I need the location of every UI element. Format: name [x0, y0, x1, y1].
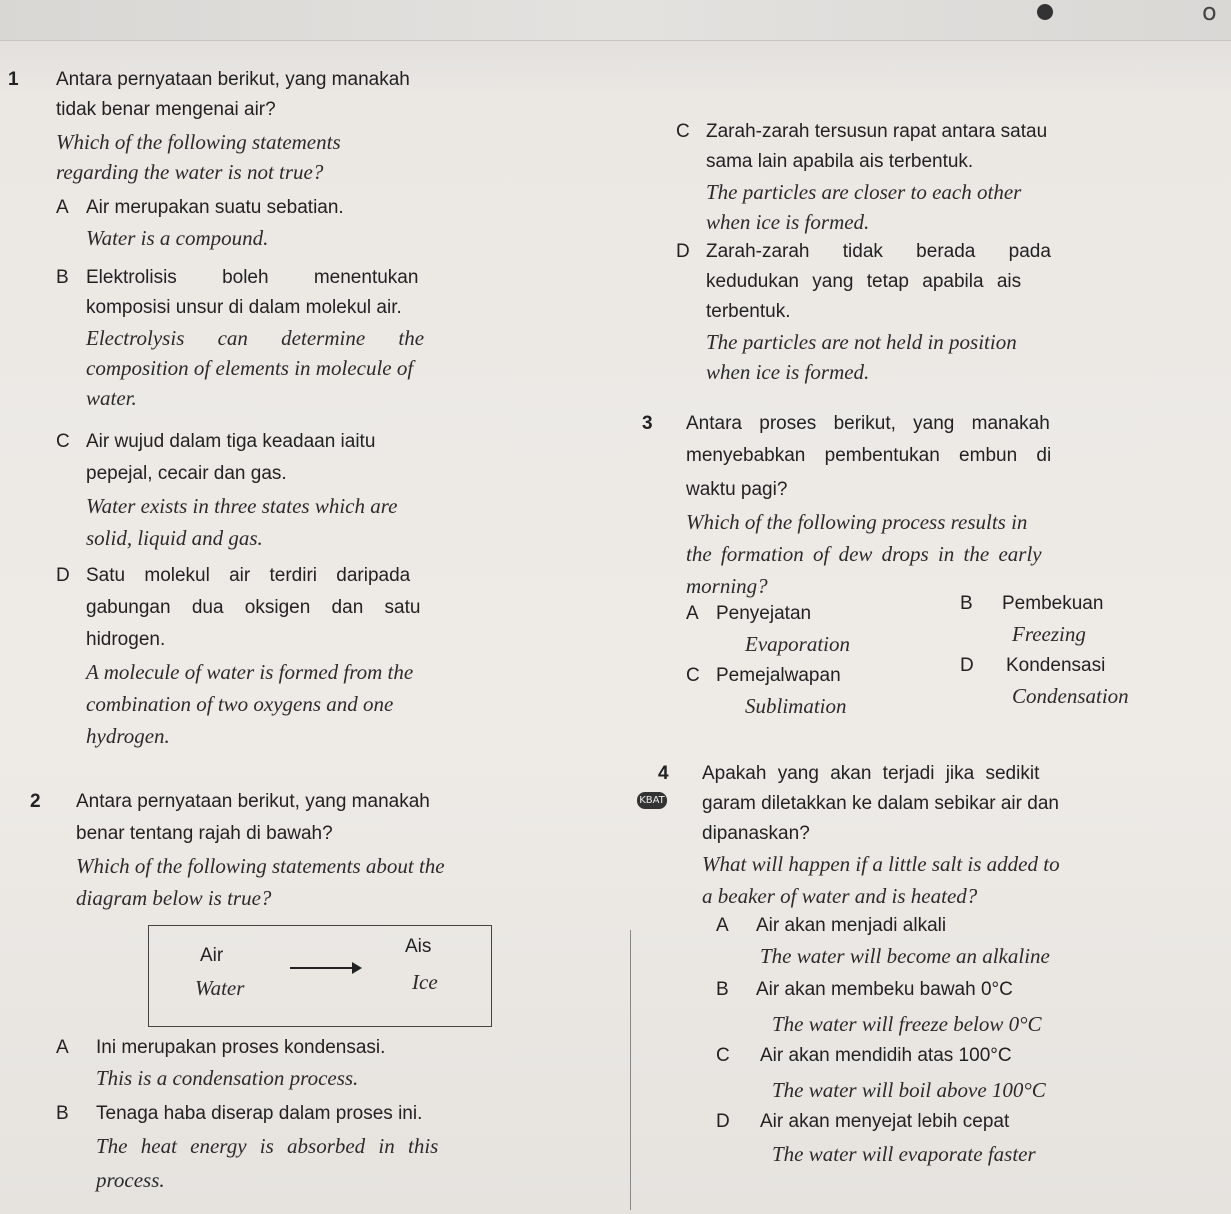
- q4-option-b-ms: Air akan membeku bawah 0°C: [756, 979, 1013, 1000]
- q4-stem-en: a beaker of water and is heated?: [702, 884, 978, 908]
- q1-option-c-ms: pepejal, cecair dan gas.: [86, 463, 287, 484]
- q1-option-d-en: hydrogen.: [86, 724, 170, 748]
- q1-option-c-en: Water exists in three states which are: [86, 494, 398, 518]
- q1-option-d-ms: Satu molekul air terdiri daripada: [86, 565, 411, 586]
- q3-stem-en: Which of the following process results in: [686, 510, 1028, 534]
- q1-option-c-letter: C: [56, 431, 70, 452]
- q3-stem-ms: waktu pagi?: [686, 479, 788, 500]
- q1-option-a-ms: Air merupakan suatu sebatian.: [86, 197, 344, 218]
- q4-option-c-en: The water will boil above 100°C: [772, 1078, 1046, 1102]
- q3-option-b-letter: B: [960, 593, 973, 614]
- q1-option-c-letter-right: C: [676, 121, 690, 142]
- q4-option-a-ms: Air akan menjadi alkali: [756, 915, 947, 936]
- q3-option-d-en: Condensation: [1012, 684, 1129, 708]
- q2-option-b-letter: B: [56, 1103, 69, 1124]
- q1-option-d-ms: gabungan dua oksigen dan satu: [86, 597, 421, 618]
- q3-option-a-en: Evaporation: [745, 632, 850, 656]
- q2-option-a-ms: Ini merupakan proses kondensasi.: [96, 1037, 386, 1058]
- q1-option-d-ms: hidrogen.: [86, 629, 166, 650]
- q2-option-a-en: This is a condensation process.: [96, 1066, 359, 1090]
- q1-option-d-letter-right: D: [676, 241, 690, 262]
- q1-option-d-letter: D: [56, 565, 70, 586]
- q2-stem-ms: benar tentang rajah di bawah?: [76, 823, 333, 844]
- q1-option-b-ms: komposisi unsur di dalam molekul air.: [86, 297, 402, 318]
- q4-stem-ms: Apakah yang akan terjadi jika sedikit: [702, 763, 1040, 784]
- corner-mark: o: [1202, 0, 1217, 26]
- q2-option-b-ms: Tenaga haba diserap dalam proses ini.: [96, 1103, 423, 1124]
- q4-option-a-letter: A: [716, 915, 729, 936]
- diagram-arrow-icon: [290, 967, 360, 969]
- q2-stem-en: Which of the following statements about the: [76, 854, 445, 878]
- q1-stem-en: regarding the water is not true?: [56, 160, 324, 184]
- q1-option-c-ms-right: sama lain apabila ais terbentuk.: [706, 151, 974, 172]
- q3-stem-ms: menyebabkan pembentukan embun di: [686, 445, 1052, 466]
- q1-stem-ms: Antara pernyataan berikut, yang manakah: [56, 69, 410, 90]
- q1-option-d-en: combination of two oxygens and one: [86, 692, 394, 716]
- q3-option-a-ms: Penyejatan: [716, 603, 812, 624]
- q3-stem-ms: Antara proses berikut, yang manakah: [686, 413, 1050, 434]
- q4-option-d-letter: D: [716, 1111, 730, 1132]
- q2-stem-ms: Antara pernyataan berikut, yang manakah: [76, 791, 430, 812]
- punch-hole-mark: [1037, 4, 1053, 20]
- q3-option-c-letter: C: [686, 665, 700, 686]
- q4-stem-ms: dipanaskan?: [702, 823, 810, 844]
- q4-option-d-ms: Air akan menyejat lebih cepat: [760, 1111, 1010, 1132]
- q2-option-a-letter: A: [56, 1037, 69, 1058]
- q3-number: 3: [642, 413, 653, 434]
- q1-option-b-en: water.: [86, 386, 137, 410]
- q4-option-b-letter: B: [716, 979, 729, 1000]
- kbat-badge: KBAT: [637, 792, 667, 809]
- q4-option-b-en: The water will freeze below 0°C: [772, 1012, 1042, 1036]
- q1-option-b-en: Electrolysis can determine the: [86, 326, 425, 350]
- q1-option-d-en-right: when ice is formed.: [706, 360, 870, 384]
- q2-option-b-en: The heat energy is absorbed in this: [96, 1134, 439, 1158]
- q1-stem-en: Which of the following statements: [56, 130, 341, 154]
- q1-option-c-en-right: when ice is formed.: [706, 210, 870, 234]
- column-divider: [630, 930, 631, 1210]
- q1-option-d-en: A molecule of water is formed from the: [86, 660, 414, 684]
- q3-stem-en: morning?: [686, 574, 768, 598]
- q1-option-b-ms: Elektrolisis boleh menentukan: [86, 267, 419, 288]
- diagram-label-ais: Ais: [405, 936, 432, 957]
- q4-stem-ms: garam diletakkan ke dalam sebikar air dan: [702, 793, 1059, 814]
- q3-option-a-letter: A: [686, 603, 699, 624]
- q2-number: 2: [30, 791, 41, 812]
- q1-option-c-ms-right: Zarah-zarah tersusun rapat antara satau: [706, 121, 1048, 142]
- q1-option-d-en-right: The particles are not held in position: [706, 330, 1017, 354]
- diagram-label-water: Water: [195, 976, 245, 1000]
- q1-option-b-en: composition of elements in molecule of: [86, 356, 414, 380]
- q2-stem-en: diagram below is true?: [76, 886, 272, 910]
- q1-option-d-ms-right: kedudukan yang tetap apabila ais: [706, 271, 1022, 292]
- q1-option-a-letter: A: [56, 197, 69, 218]
- q1-option-a-en: Water is a compound.: [86, 226, 269, 250]
- q1-option-c-ms: Air wujud dalam tiga keadaan iaitu: [86, 431, 376, 452]
- q4-option-a-en: The water will become an alkaline: [760, 944, 1050, 968]
- q3-option-c-en: Sublimation: [745, 694, 847, 718]
- q3-option-c-ms: Pemejalwapan: [716, 665, 841, 686]
- q1-option-b-letter: B: [56, 267, 69, 288]
- q1-option-c-en-right: The particles are closer to each other: [706, 180, 1022, 204]
- q3-option-b-en: Freezing: [1012, 622, 1086, 646]
- q1-option-c-en: solid, liquid and gas.: [86, 526, 263, 550]
- q3-option-d-ms: Kondensasi: [1006, 655, 1106, 676]
- q3-stem-en: the formation of dew drops in the early: [686, 542, 1042, 566]
- q4-option-c-letter: C: [716, 1045, 730, 1066]
- q1-stem-ms: tidak benar mengenai air?: [56, 99, 276, 120]
- diagram-label-air: Air: [200, 945, 224, 966]
- q4-stem-en: What will happen if a little salt is added to: [702, 852, 1060, 876]
- q1-option-d-ms-right: Zarah-zarah tidak berada pada: [706, 241, 1051, 262]
- diagram-label-ice: Ice: [412, 970, 438, 994]
- q4-number: 4: [658, 763, 669, 784]
- q2-option-b-en: process.: [96, 1168, 165, 1192]
- q4-option-d-en: The water will evaporate faster: [772, 1142, 1036, 1166]
- q1-number: 1: [8, 69, 19, 90]
- q4-option-c-ms: Air akan mendidih atas 100°C: [760, 1045, 1012, 1066]
- q1-option-d-ms-right: terbentuk.: [706, 301, 791, 322]
- q3-option-b-ms: Pembekuan: [1002, 593, 1104, 614]
- q3-option-d-letter: D: [960, 655, 974, 676]
